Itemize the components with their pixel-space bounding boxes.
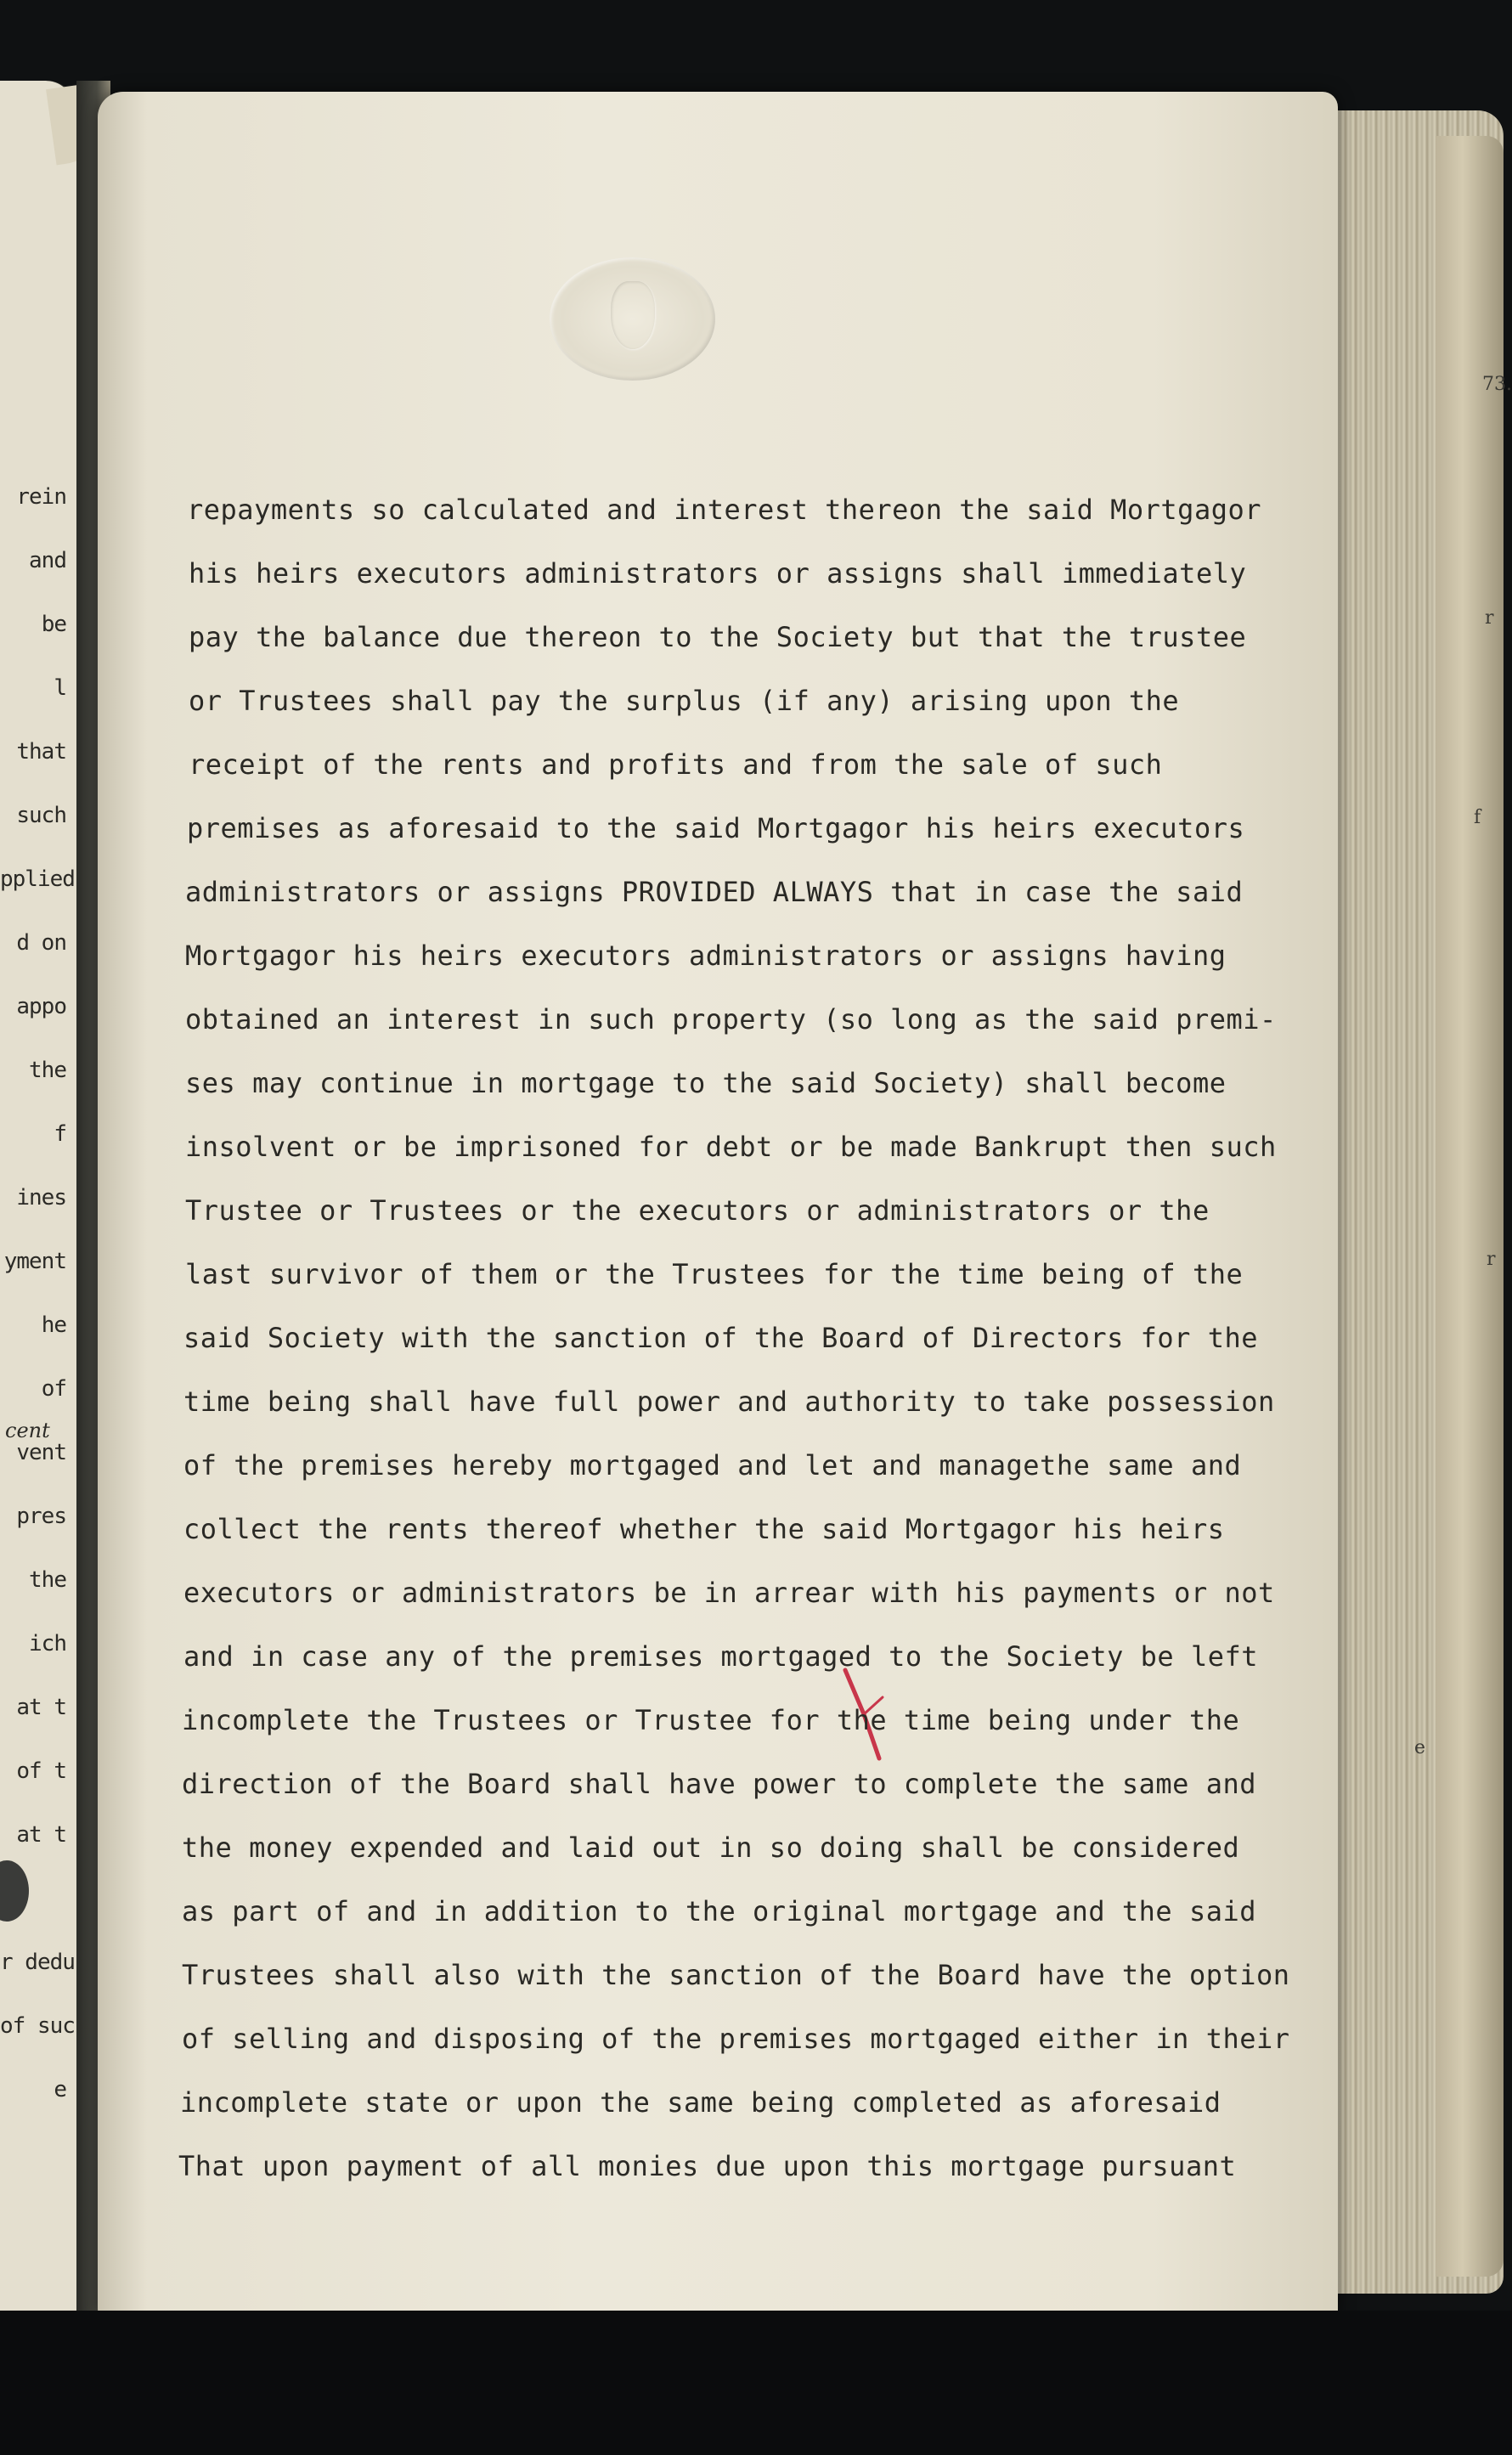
previous-page-fragment: ich [29,1631,66,1656]
crest-icon [611,281,655,349]
page-edge-mark: e [1414,1737,1426,1758]
previous-page-fragment: the [29,1567,66,1593]
previous-page-fragment: of [41,1376,66,1402]
document-line: or Trustees shall pay the surplus (if any) arising upon the [189,685,1180,717]
document-line: obtained an interest in such property (so long as the said premi- [185,1003,1277,1036]
document-line: Trustees shall also with the sanction of the Board have the option [182,1959,1290,1991]
previous-page-fragment: and [29,548,66,573]
page-edge-mark: r [1487,1249,1496,1270]
document-page [98,92,1338,2317]
typewritten-text [178,478,1419,2198]
previous-page-fragment: yment [3,1249,66,1274]
previous-page-fragment: ines [16,1185,66,1211]
previous-page-fragment: at t [16,1695,66,1720]
previous-page-fragment: be [41,612,66,637]
previous-page-fragment: l [54,675,66,701]
embossed-seal-icon [550,257,715,381]
document-line: direction of the Board shall have power to complete the same and [182,1768,1256,1800]
page-edge-mark: 73. [1482,374,1512,395]
document-line: That upon payment of all monies due upon this mortgage pursuant [178,2150,1237,2182]
document-line: administrators or assigns PROVIDED ALWAYS that in case the said [185,876,1244,908]
document-line: receipt of the rents and profits and from the sale of such [189,748,1163,781]
document-line: pay the balance due thereon to the Society but that the trustee [189,621,1247,653]
previous-page-fragment: of suc [0,2013,75,2039]
previous-page-fragment: pplied [0,866,75,892]
previous-page-fragment: f [54,1121,66,1147]
previous-page-fragment: that [16,739,66,765]
previous-page-fragment: he [41,1312,66,1338]
document-line: of the premises hereby mortgaged and let and managethe same and [183,1449,1242,1481]
document-line: and in case any of the premises mortgaged to the Society be left [183,1640,1258,1673]
document-line: Mortgagor his heirs executors administrators or assigns having [185,940,1227,972]
document-line: premises as aforesaid to the said Mortgagor his heirs executors [187,812,1245,844]
document-line: last survivor of them or the Trustees for the time being of the [185,1258,1244,1290]
page-edge-mark: r [1485,607,1494,629]
document-line: incomplete state or upon the same being completed as aforesaid [180,2086,1221,2119]
previous-page-fragment: vent [16,1440,66,1465]
document-line: executors or administrators be in arrear with his payments or not [183,1577,1275,1609]
document-line: as part of and in addition to the original mortgage and the said [182,1895,1256,1927]
document-line: his heirs executors administrators or assigns shall immediately [189,557,1247,590]
previous-page-fragment: at t [16,1822,66,1848]
document-line: ses may continue in mortgage to the said Society) shall become [185,1067,1227,1099]
page-stack-outer-edge [1436,136,1504,2277]
previous-page-fragment: rein [16,484,66,510]
document-line: of selling and disposing of the premises mortgaged either in their [182,2023,1290,2055]
previous-page-fragment: e [54,2077,66,2102]
document-line: incomplete the Trustees or Trustee for the time being under the [182,1704,1240,1736]
previous-page-fragment: pres [16,1504,66,1529]
document-line: collect the rents thereof whether the said Mortgagor his heirs [183,1513,1225,1545]
previous-page-fragment: r dedu [0,1950,75,1975]
document-line: time being shall have full power and authority to take possession [183,1386,1275,1418]
document-line: the money expended and laid out in so doing shall be considered [182,1831,1240,1864]
handwritten-annotation: cent [5,1419,50,1442]
background-shadow [0,2311,1512,2455]
previous-page-fragment: d on [16,930,66,956]
document-line: repayments so calculated and interest thereon the said Mortgagor [187,494,1261,526]
page-edge-mark: f [1474,807,1481,828]
document-line: Trustee or Trustees or the executors or administrators or the [185,1194,1210,1227]
previous-page-fragment: of t [16,1758,66,1784]
previous-page-fragment: the [29,1058,66,1083]
previous-page-fragment: such [16,803,66,828]
previous-page-fragment: appo [16,994,66,1019]
document-line: insolvent or be imprisoned for debt or be made Bankrupt then such [185,1131,1277,1163]
document-line: said Society with the sanction of the Board of Directors for the [183,1322,1258,1354]
